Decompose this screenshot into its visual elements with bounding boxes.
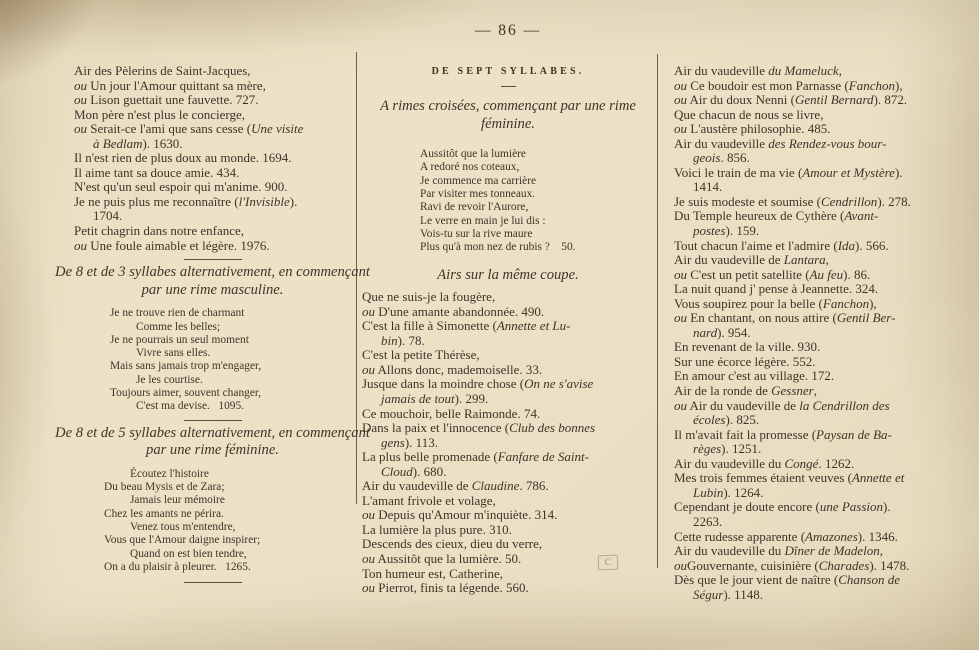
- verse-line: Comme les belles;: [136, 320, 221, 333]
- section-heading-8-5: De 8 et de 5 syllabes alternativement, en commençant par une rime féminine.: [55, 424, 370, 459]
- index-entry: ou Un jour l'Amour quittant sa mère,: [74, 77, 266, 93]
- index-entry: ou Air du doux Nenni (Gentil Bernard). 872.: [674, 92, 908, 108]
- index-entry: Jusque dans la moindre chose (On ne s'avise jamais de tout). 299.: [362, 376, 594, 406]
- index-entry: ou Ce boudoir est mon Parnasse (Fanchon),: [674, 77, 903, 93]
- section-heading-airs-meme-coupe: Airs sur la même coupe.: [437, 266, 579, 283]
- index-entry: En revenant de la ville. 930.: [674, 339, 821, 355]
- index-entry: Air du vaudeville du Dîner de Madelon,: [674, 543, 884, 559]
- index-entry: Air du vaudeville du Mameluck,: [674, 63, 842, 78]
- section-rule: [184, 582, 242, 583]
- index-entry: Vous soupirez pour la belle (Fanchon),: [674, 295, 877, 311]
- verse-8-5: [104, 468, 351, 574]
- verse-line: Je ne pourrais un seul moment: [110, 333, 249, 346]
- middle-entries-list: [362, 290, 654, 595]
- verse-line: Du beau Mysis et de Zara;: [104, 481, 225, 494]
- index-entry: ou Une foule aimable et légère. 1976.: [74, 237, 270, 253]
- verse-sample: [420, 148, 654, 254]
- verse-line: Plus qu'à mon nez de rubis ? 50.: [420, 241, 576, 254]
- left-entries-list: [74, 64, 351, 253]
- column-divider-right: [657, 54, 658, 568]
- verse-line: Par visiter mes tonneaux.: [420, 188, 536, 201]
- index-entry: Air du vaudeville de Lantara,: [674, 252, 829, 268]
- index-entry: Ton humeur est, Catherine,: [362, 565, 503, 581]
- index-entry: Air du vaudeville de Claudine. 786.: [362, 478, 549, 494]
- verse-line: Ravi de revoir l'Aurore,: [420, 201, 529, 214]
- verse-line: Vous que l'Amour daigne inspirer;: [104, 534, 261, 547]
- section-heading-rimes-croisees: A rimes croisées, commençant par une rime féminine.: [380, 98, 636, 132]
- index-entry: Petit chagrin dans notre enfance,: [74, 223, 245, 239]
- index-entry: Air du vaudeville du Congé. 1262.: [674, 455, 855, 471]
- index-entry: Cependant je doute encore (une Passion). 2263.: [674, 499, 891, 529]
- index-entry: C'est la fille à Simonette (Annette et Lu- bin). 78.: [362, 318, 571, 348]
- index-entry: Tout chacun l'aime et l'admire (Ida). 566.: [674, 237, 889, 253]
- index-entry: ou L'austère philosophie. 485.: [674, 121, 831, 137]
- index-entry: ou Serait-ce l'ami que sans cesse (Une visite à Bedlam). 1630.: [74, 121, 304, 151]
- right-entries-list: [674, 64, 965, 602]
- verse-line: Venez tous m'entendre,: [130, 521, 236, 534]
- verse-line: Quand on est bien tendre,: [130, 547, 247, 560]
- index-entry: Je suis modeste et soumise (Cendrillon). 278.: [674, 193, 911, 209]
- index-entry: ou En chantant, on nous attire (Gentil Ber- nard). 954.: [674, 310, 896, 340]
- index-entry: ouGouvernante, cuisinière (Charades). 1478.: [674, 557, 910, 573]
- index-entry: ou Pierrot, finis ta légende. 560.: [362, 580, 529, 596]
- index-entry: Mon père n'est plus le concierge,: [74, 106, 246, 122]
- index-entry: La nuit quand j' pense à Jeannette. 324.: [674, 281, 879, 297]
- index-entry: Air de la ronde de Gessner,: [674, 383, 817, 399]
- index-entry: Dans la paix et l'innocence (Club des bonnes gens). 113.: [362, 420, 596, 450]
- index-entry: Cette rudesse apparente (Amazones). 1346.: [674, 528, 898, 544]
- index-entry: En amour c'est au village. 172.: [674, 368, 835, 384]
- section-header-sept-syllabes: DE SEPT SYLLABES.: [431, 66, 585, 77]
- index-entry: Air du vaudeville des Rendez-vous bour- geois. 856.: [674, 135, 887, 166]
- right-column: [674, 64, 965, 602]
- verse-8-3: [110, 307, 351, 413]
- verse-line: Je ne trouve rien de charmant: [110, 307, 245, 320]
- index-entry: ou D'une amante abandonnée. 490.: [362, 303, 545, 319]
- verse-line: Aussitôt que la lumière: [420, 148, 526, 161]
- index-entry: La plus belle promenade (Fanfare de Saint- Cloud). 680.: [362, 449, 589, 479]
- dash-rule: [501, 86, 516, 87]
- ink-stamp: C: [598, 555, 619, 571]
- middle-column: [362, 22, 654, 596]
- verse-line: Chez les amants ne périra.: [104, 507, 224, 520]
- verse-line: Le verre en main je lui dis :: [420, 214, 546, 227]
- index-entry: L'amant frivole et volage,: [362, 492, 496, 508]
- index-entry: C'est la petite Thérèse,: [362, 347, 480, 363]
- index-entry: Il n'est rien de plus doux au monde. 1694.: [74, 150, 292, 166]
- index-entry: ou Allons donc, mademoiselle. 33.: [362, 361, 543, 377]
- verse-line: Jamais leur mémoire: [130, 494, 225, 507]
- index-entry: Du Temple heureux de Cythère (Avant- postes). 159.: [674, 208, 879, 239]
- index-entry: Air des Pèlerins de Saint-Jacques,: [74, 63, 251, 78]
- verse-line: Je les courtise.: [136, 373, 203, 386]
- verse-line: Écoutez l'histoire: [130, 467, 209, 480]
- index-entry: Il m'avait fait la promesse (Paysan de Ba- règes). 1251.: [674, 426, 892, 457]
- index-entry: Mes trois femmes étaient veuves (Annette et Lubin). 1264.: [674, 470, 905, 500]
- index-entry: Sur une écorce légère. 552.: [674, 353, 816, 369]
- section-heading-8-3: De 8 et de 3 syllabes alternativement, en commençant par une rime masculine.: [55, 264, 370, 298]
- verse-line: Vois-tu sur la rive maure: [420, 227, 533, 240]
- index-entry: Que ne suis-je la fougère,: [362, 289, 496, 305]
- index-entry: N'est qu'un seul espoir qui m'anime. 900.: [74, 179, 288, 195]
- index-entry: Ce mouchoir, belle Raimonde. 74.: [362, 405, 541, 421]
- index-entry: ou C'est un petit satellite (Au feu). 86.: [674, 266, 871, 282]
- index-entry: Que chacun de nous se livre,: [674, 106, 824, 122]
- index-entry: Descends des cieux, dieu du verre,: [362, 536, 543, 552]
- index-entry: Voici le train de ma vie (Amour et Mystère). 1414.: [674, 164, 903, 195]
- left-column: [55, 63, 370, 587]
- index-entry: La lumière la plus pure. 310.: [362, 521, 512, 537]
- verse-line: C'est ma devise. 1095.: [136, 400, 245, 413]
- index-entry: Il aime tant sa douce amie. 434.: [74, 164, 240, 180]
- verse-line: Mais sans jamais trop m'engager,: [110, 360, 262, 373]
- verse-line: On a du plaisir à pleurer. 1265.: [104, 560, 251, 573]
- page-number: — 86 —: [474, 22, 542, 39]
- section-rule: [184, 259, 242, 260]
- index-entry: ou Air du vaudeville de la Cendrillon des écoles). 825.: [674, 397, 890, 428]
- verse-line: Toujours aimer, souvent changer,: [110, 387, 262, 400]
- index-entry: ou Aussitôt que la lumière. 50.: [362, 551, 522, 566]
- index-entry: ou Depuis qu'Amour m'inquiète. 314.: [362, 507, 558, 523]
- section-rule: [184, 420, 242, 421]
- index-entry: Je ne puis plus me reconnaître (l'Invisible). 1704.: [74, 193, 298, 224]
- index-entry: Dès que le jour vient de naître (Chanson de Ségur). 1148.: [674, 572, 900, 602]
- verse-line: Je commence ma carrière: [420, 174, 537, 187]
- verse-line: Vivre sans elles.: [136, 347, 211, 360]
- verse-line: A redoré nos coteaux,: [420, 161, 520, 174]
- index-entry: ou Lison guettait une fauvette. 727.: [74, 92, 259, 108]
